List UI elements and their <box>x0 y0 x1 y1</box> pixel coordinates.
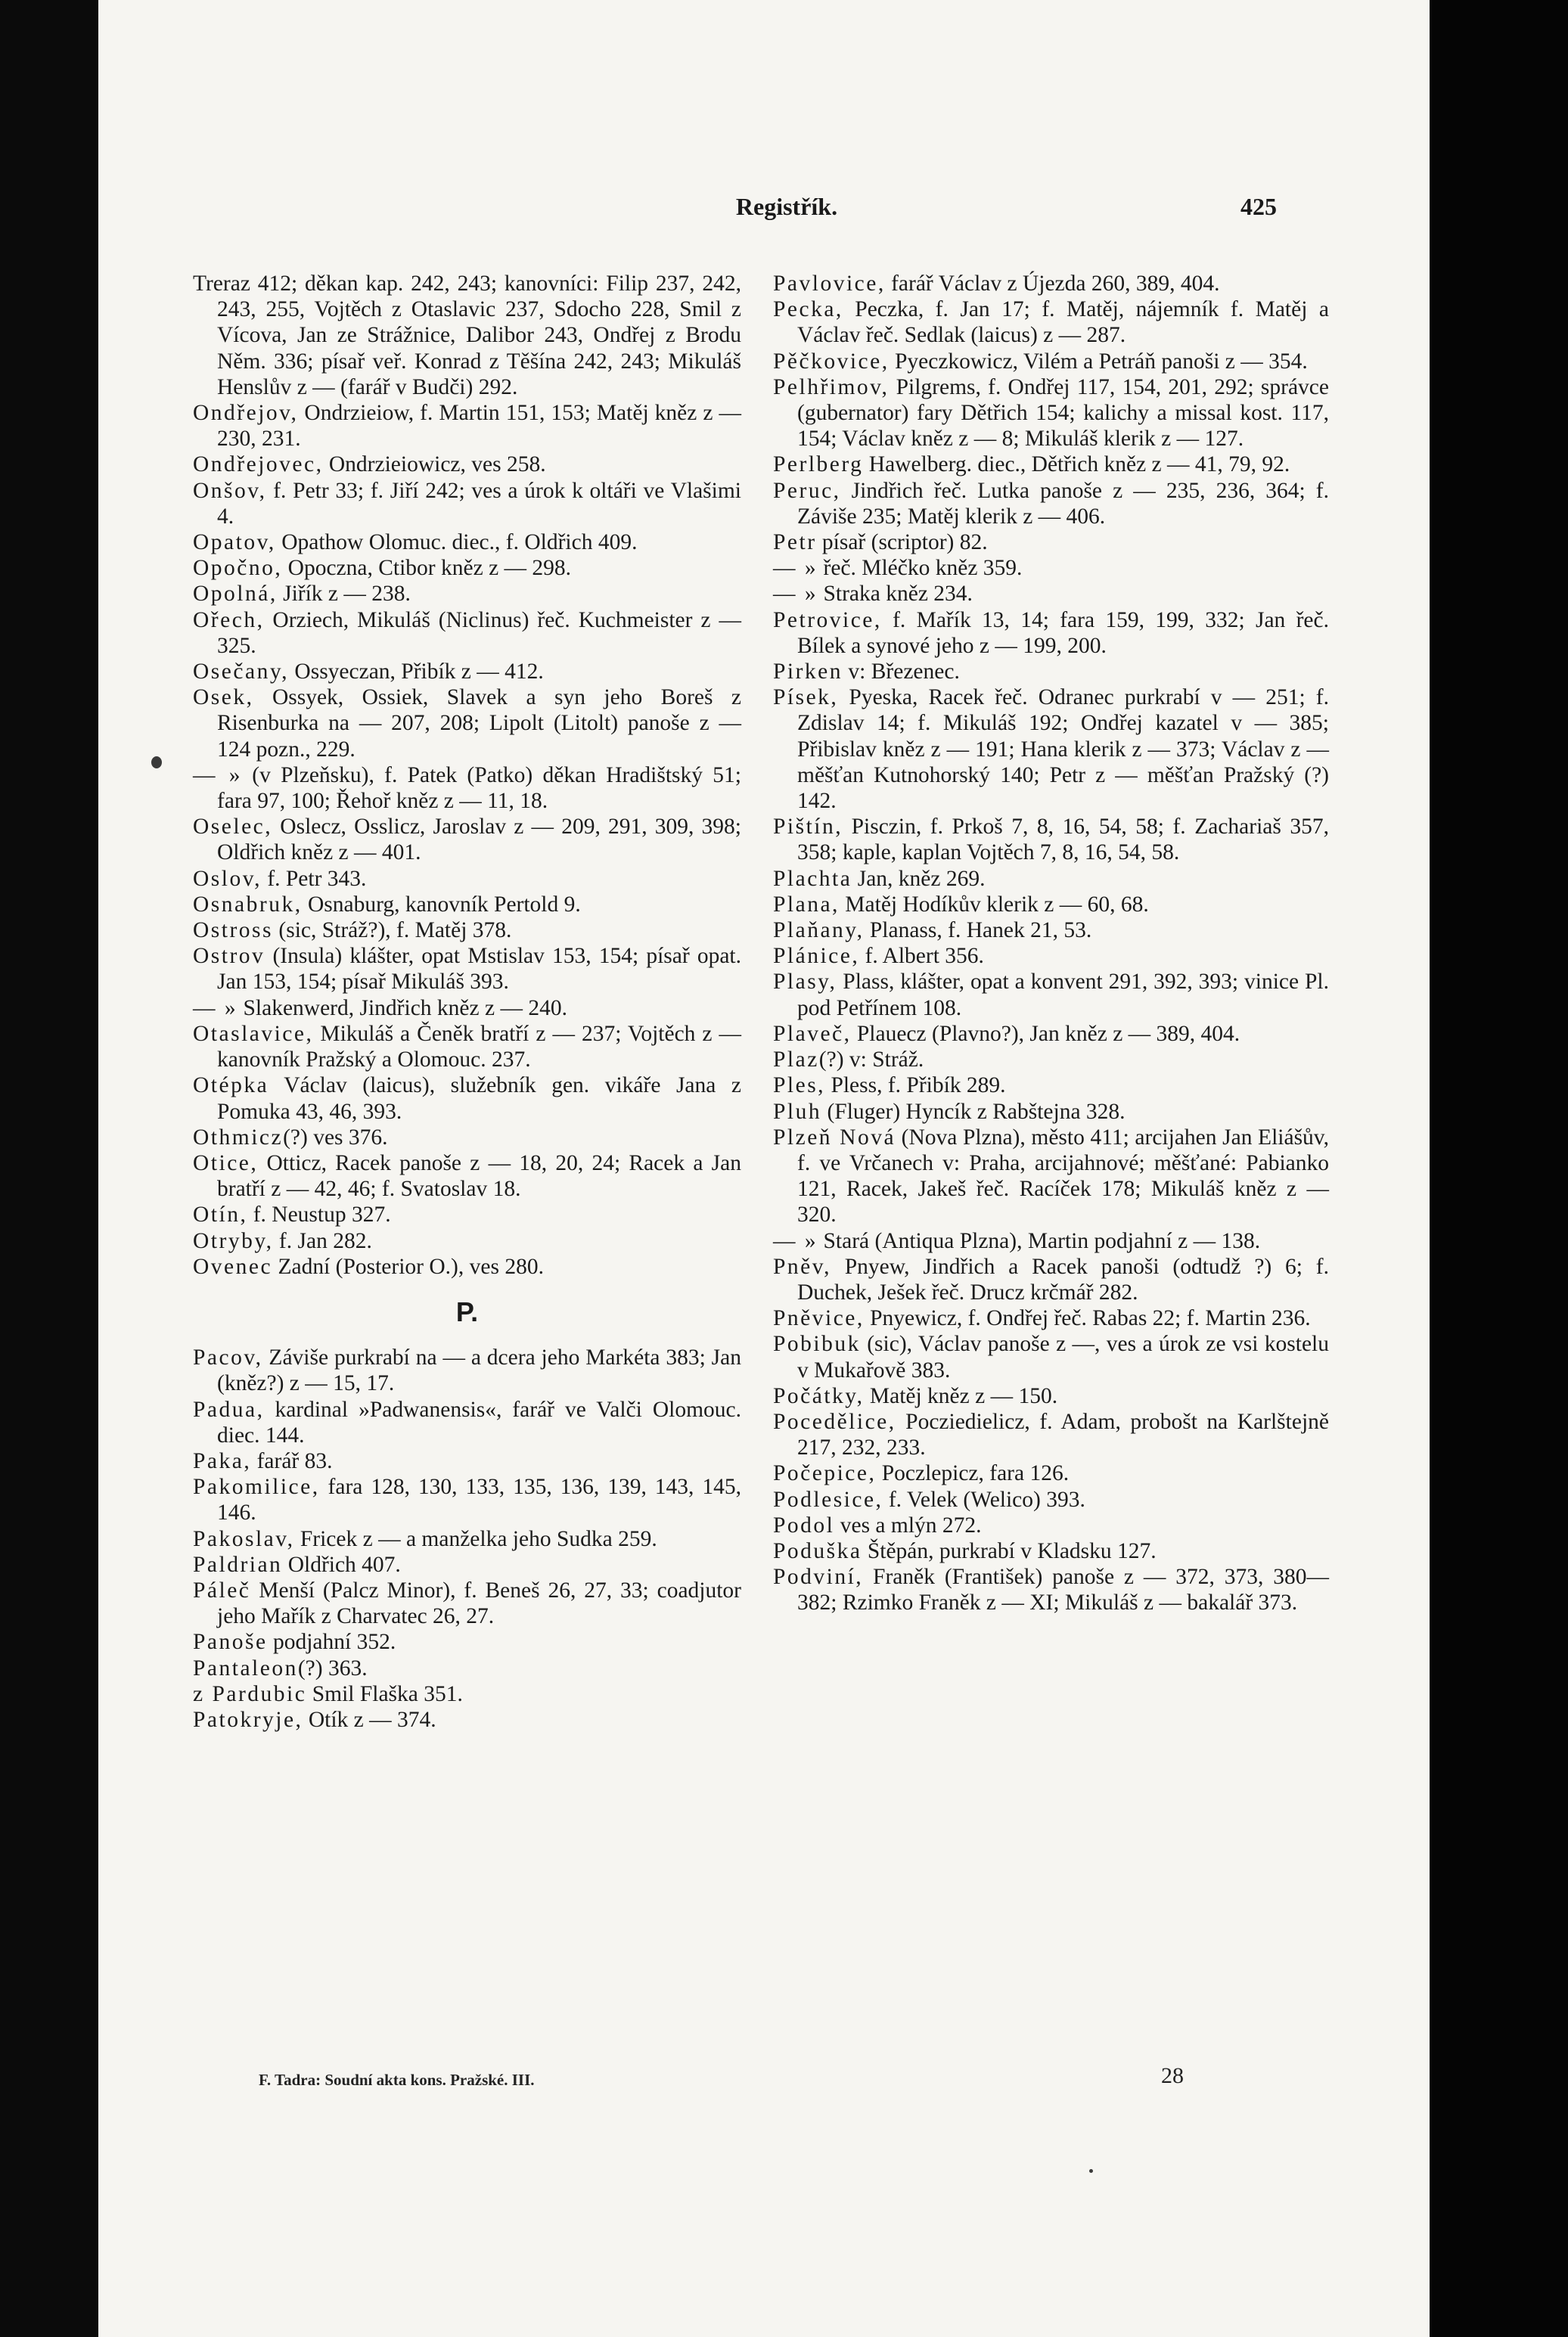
entry-text: farář Václav z Újezda 260, 389, 404. <box>885 272 1220 296</box>
index-entry <box>773 1021 1329 1047</box>
entry-headword: Peruc, <box>773 478 841 503</box>
entry-headword: z Pardubic <box>193 1681 307 1706</box>
entry-text: Planass, f. Hanek 21, 53. <box>864 918 1092 943</box>
index-entry <box>773 374 1329 452</box>
entry-text: Jan, kněz 269. <box>852 866 986 891</box>
entry-text: Mikuláš a Čeněk bratří z — 237; Vojtěch z — kanovník Pražský a Olomouc. 237. <box>217 1021 741 1072</box>
entry-text: Franěk (František) panoše z — 372, 373, 380—382; Rzimko Franěk z — XI; Mikuláš z — bakalář 373. <box>797 1565 1329 1615</box>
entry-text: Otticz, Racek panoše z — 18, 20, 24; Racek a Jan bratří z — 42, 46; f. Svatoslav 18. <box>217 1150 741 1202</box>
entry-text: Ondrzieiow, f. Martin 151, 153; Matěj kněz z — 230, 231. <box>217 401 741 452</box>
entry-text: Matěj Hodíkův klerik z — 60, 68. <box>839 892 1149 917</box>
entry-headword: Písek, <box>773 685 839 710</box>
section-letter: P. <box>455 1296 479 1327</box>
entry-text: Hawelberg. diec., Dětřich kněz z — 41, 79, 92. <box>863 452 1290 477</box>
index-entry <box>193 1202 741 1227</box>
entry-headword: Patokryje, <box>193 1707 303 1732</box>
entry-text: Osnaburg, kanovník Pertold 9. <box>302 892 581 917</box>
entry-text: Matěj kněz z — 150. <box>864 1383 1058 1408</box>
index-entry <box>193 1397 741 1448</box>
entry-text: Pnyew, Jindřich a Racek panoši (odtudž ?) 6; f. Duchek, Ješek řeč. Drucz krčmář 282. <box>797 1254 1329 1305</box>
entry-headword: Podlesice, <box>773 1487 883 1512</box>
index-entry <box>193 555 741 581</box>
entry-text: Ossyeczan, Přibík z — 412. <box>289 660 544 684</box>
index-entry <box>193 1345 741 1396</box>
index-entry <box>193 1656 741 1681</box>
index-entry <box>773 1513 1329 1538</box>
index-entry <box>773 684 1329 814</box>
entry-headword: Pněv, <box>773 1254 831 1279</box>
entry-headword: Oslov, <box>193 866 262 891</box>
entry-headword: Otépka <box>193 1073 269 1098</box>
index-entry <box>193 866 741 892</box>
index-entry <box>193 478 741 529</box>
entry-headword: Pakoslav, <box>193 1526 295 1551</box>
entry-headword: Pěčkovice, <box>773 349 890 374</box>
entry-headword: Pirken <box>773 660 843 684</box>
index-entry <box>773 478 1329 529</box>
entry-headword: Onšov, <box>193 478 267 503</box>
entry-headword: Páleč <box>193 1578 251 1603</box>
entry-text: farář 83. <box>251 1448 333 1473</box>
index-entry <box>773 349 1329 374</box>
entry-headword: Perlberg <box>773 452 864 477</box>
entry-text: Fricek z — a manželka jeho Sudka 259. <box>294 1526 657 1551</box>
index-entry <box>773 814 1329 865</box>
entry-headword: Pavlovice, <box>773 272 886 296</box>
entry-text: Jindřich řeč. Lutka panoše z — 235, 236, 364; f. Záviše 235; Matěj klerik z — 406. <box>797 478 1329 529</box>
entry-headword: Plaz <box>773 1047 819 1072</box>
page-number: 425 <box>1240 193 1277 220</box>
entry-headword: Plánice, <box>773 944 860 969</box>
entry-text: (?) 363. <box>297 1656 368 1681</box>
index-entry <box>193 1474 741 1525</box>
entry-text: Pnyewicz, f. Ondřej řeč. Rabas 22; f. Martin 236. <box>864 1306 1311 1331</box>
entry-headword: Othmicz <box>193 1125 284 1150</box>
index-entry <box>193 1578 741 1629</box>
index-entry <box>193 943 741 995</box>
entry-headword: Otaslavice, <box>193 1021 314 1046</box>
entry-headword: Pacov, <box>193 1345 263 1370</box>
index-entry <box>773 892 1329 917</box>
entry-text: ves a mlýn 272. <box>834 1513 982 1538</box>
index-entry <box>773 296 1329 348</box>
entry-headword: Počátky, <box>773 1383 865 1408</box>
entry-headword: — » <box>773 556 818 581</box>
entry-text: (?) v: Stráž. <box>818 1047 924 1072</box>
entry-text: Slakenwerd, Jindřich kněz z — 240. <box>238 995 567 1020</box>
entry-headword: Podviní, <box>773 1565 864 1590</box>
entry-headword: Pantaleon <box>193 1656 298 1681</box>
index-entry <box>773 969 1329 1020</box>
index-entry <box>773 917 1329 943</box>
entry-headword: Petrovice, <box>773 607 882 632</box>
entry-text: Oldřich 407. <box>282 1552 401 1577</box>
entry-text: f. Petr 33; f. Jiří 242; ves a úrok k oltáři ve Vlašimi 4. <box>217 478 741 529</box>
entry-text: Pilgrems, f. Ondřej 117, 154, 201, 292; správce (gubernator) fary Dětřich 154; kalichy a missal kost. 117, 154; Václav kněz z — 8; Mikuláš klerik z — 127. <box>797 374 1329 452</box>
index-entry <box>773 943 1329 969</box>
index-entry <box>773 529 1329 555</box>
entry-text: Straka kněz 234. <box>818 582 973 607</box>
index-entry <box>193 659 741 684</box>
entry-headword: Ostross <box>193 918 274 943</box>
index-entry <box>193 892 741 917</box>
entry-headword: Paka, <box>193 1448 252 1473</box>
entry-text: podjahní 352. <box>267 1630 396 1655</box>
entry-text: fara 128, 130, 133, 135, 136, 139, 143, 145, 146. <box>217 1475 741 1525</box>
entry-headword: Ořech, <box>193 607 265 632</box>
entry-text: Menší (Palcz Minor), f. Beneš 26, 27, 33; coadjutor jeho Mařík z Charvatec 26, 27. <box>217 1578 741 1629</box>
entry-text: Pless, f. Přibík 289. <box>825 1073 1006 1098</box>
entry-headword: Otín, <box>193 1203 248 1227</box>
entry-headword: Pobibuk <box>773 1332 861 1357</box>
entry-headword: Pakomilice, <box>193 1475 320 1500</box>
running-head: Registřík. <box>735 193 838 220</box>
entry-headword: Ples, <box>773 1073 826 1098</box>
scan-speck <box>151 756 162 768</box>
entry-headword: Osek, <box>193 685 254 710</box>
index-entry <box>193 684 741 762</box>
index-entry <box>773 1072 1329 1098</box>
entry-headword: Oselec, <box>193 815 273 840</box>
scan-border <box>1430 0 1568 2337</box>
index-entry <box>773 1460 1329 1486</box>
left-entries-p <box>193 1345 741 1733</box>
entry-headword: Pelhřimov, <box>773 374 890 399</box>
entry-headword: Podol <box>773 1513 835 1538</box>
entry-headword: Pněvice, <box>773 1306 865 1331</box>
entry-text: (v Plzeňsku), f. Patek (Patko) děkan Hradištský 51; fara 97, 100; Řehoř kněz z — 11, 18. <box>217 762 742 814</box>
right-entries <box>773 271 1329 1616</box>
entry-headword: Plachta <box>773 866 852 891</box>
entry-headword: Osečany, <box>193 660 290 684</box>
entry-text: písař (scriptor) 82. <box>816 530 988 555</box>
entry-text: Orziech, Mikuláš (Niclinus) řeč. Kuchmeister z — 325. <box>217 607 741 658</box>
entry-headword: Opatov, <box>193 530 276 555</box>
entry-headword: — » <box>193 762 243 787</box>
entry-headword: — » <box>193 995 238 1020</box>
entry-headword: Ostrov <box>193 944 265 969</box>
index-entry <box>773 581 1329 607</box>
entry-text: (Fluger) Hyncík z Rabštejna 328. <box>821 1099 1126 1124</box>
entry-text: v: Březenec. <box>843 660 960 684</box>
index-entry <box>773 1383 1329 1409</box>
index-entry <box>193 271 741 400</box>
entry-text: Pyeczkowicz, Vilém a Petráň panoši z — 354. <box>889 349 1308 374</box>
entry-text: (Insula) klášter, opat Mstislav 153, 154; písař opat. Jan 153, 154; písař Mikuláš 393. <box>217 944 741 995</box>
entry-text: Plass, klášter, opat a konvent 291, 392, 393; vinice Pl. pod Petřínem 108. <box>797 970 1329 1020</box>
index-entry <box>773 1047 1329 1072</box>
entry-headword: Paldrian <box>193 1552 283 1577</box>
entry-text: (sic, Stráž?), f. Matěj 378. <box>273 918 512 943</box>
index-entry <box>773 866 1329 892</box>
entry-headword: Otryby, <box>193 1228 274 1253</box>
index-entry <box>193 1552 741 1578</box>
index-entry <box>193 1681 741 1707</box>
entry-text: f. Velek (Welico) 393. <box>883 1487 1085 1512</box>
entry-headword: — » <box>773 582 818 607</box>
index-entry <box>193 529 741 555</box>
entry-headword: Ondřejov, <box>193 401 299 426</box>
entry-headword: Opočno, <box>193 556 283 581</box>
index-entry <box>773 607 1329 659</box>
index-entry <box>773 1487 1329 1513</box>
index-entry <box>193 400 741 452</box>
entry-text: (Nova Plzna), město 411; arcijahen Jan Eliášův, f. ve Vrčanech v: Praha, arcijahnové; měšťané: Pabianko 121, Racek, Jakeš řeč. Racíček 178; Mikuláš kněz z — 320. <box>797 1125 1330 1227</box>
entry-headword: Ondřejovec, <box>193 452 324 477</box>
index-entry <box>193 581 741 607</box>
entry-headword: Opolná, <box>193 582 278 607</box>
entry-text: Václav (laicus), služebník gen. vikáře Jana z Pomuka 43, 46, 393. <box>217 1073 741 1124</box>
entry-headword: — » <box>773 1228 818 1253</box>
index-entry <box>193 917 741 943</box>
entry-text: Otík z — 374. <box>303 1707 436 1732</box>
index-entry <box>773 1409 1329 1460</box>
entry-text: (?) ves 376. <box>283 1125 388 1150</box>
entry-headword: Plana, <box>773 892 840 917</box>
entry-headword: Pluh <box>773 1099 822 1124</box>
index-entry <box>193 1448 741 1474</box>
index-entry <box>773 1331 1329 1383</box>
index-entry <box>193 1526 741 1552</box>
left-entries <box>193 271 741 1280</box>
index-entry <box>193 607 741 659</box>
signature-mark: 28 <box>1161 2063 1184 2088</box>
index-entry <box>773 1538 1329 1564</box>
index-entry <box>193 1254 741 1280</box>
index-entry <box>773 1228 1329 1254</box>
entry-text: Ossyek, Ossiek, Slavek a syn jeho Boreš z Risenburka na — 207, 208; Lipolt (Litolt) panoše z — 124 pozn., 229. <box>217 685 741 762</box>
entry-headword: Plasy, <box>773 970 837 995</box>
entry-headword: Padua, <box>193 1397 265 1422</box>
index-entry <box>193 452 741 477</box>
entry-text: Jiřík z — 238. <box>277 582 411 607</box>
entry-text: Treraz 412; děkan kap. 242, 243; kanovníci: Filip 237, 242, 243, 255, Vojtěch z Otaslavic 237, Sdocho 228, Smil z Vícova, Jan ze Strážnice, Dalibor 243, Ondřej z Brodu Něm. 336; písař veř. Konrad z Těšína 242, 243; Mikuláš Henslův z — (farář v Budči) 292. <box>193 272 741 399</box>
entry-headword: Pištín, <box>773 815 843 840</box>
entry-headword: Ovenec <box>193 1254 273 1279</box>
entry-headword: Plaveč, <box>773 1021 852 1046</box>
entry-headword: Počepice, <box>773 1461 877 1486</box>
index-entry <box>773 1254 1329 1305</box>
index-entry <box>193 1707 741 1733</box>
index-entry <box>773 271 1329 296</box>
entry-headword: Panoše <box>193 1630 268 1655</box>
entry-text: Opoczna, Ctibor kněz z — 298. <box>282 556 572 581</box>
entry-text: f. Jan 282. <box>273 1228 372 1253</box>
entry-text: Ondrzieiowicz, ves 258. <box>323 452 546 477</box>
entry-text: Opathow Olomuc. diec., f. Oldřich 409. <box>275 530 638 555</box>
entry-text: kardinal »Padwanensis«, farář ve Valči Olomouc. diec. 144. <box>217 1397 741 1448</box>
entry-headword: Poduška <box>773 1538 862 1563</box>
index-entry <box>193 1629 741 1655</box>
entry-headword: Pecka, <box>773 297 843 322</box>
left-column <box>193 271 741 1733</box>
index-entry <box>773 1125 1329 1228</box>
index-entry <box>773 452 1329 477</box>
entry-text: Poczlepicz, fara 126. <box>876 1461 1070 1486</box>
index-entry <box>193 1021 741 1072</box>
entry-text: Plauecz (Plavno?), Jan kněz z — 389, 404. <box>851 1021 1240 1046</box>
entry-headword: Plaňany, <box>773 918 865 943</box>
entry-text: (sic), Václav panoše z —, ves a úrok ze vsi kostelu v Mukařově 383. <box>797 1332 1329 1383</box>
entry-text: Pocziedielicz, f. Adam, probošt na Karlštejně 217, 232, 233. <box>797 1409 1329 1460</box>
entry-text: řeč. Mléčko kněz 359. <box>818 556 1023 581</box>
entry-text: f. Petr 343. <box>261 866 367 891</box>
entry-text: Smil Flaška 351. <box>306 1681 463 1706</box>
entry-text: Štěpán, purkrabí v Kladsku 127. <box>862 1538 1157 1563</box>
index-entry <box>193 814 741 865</box>
index-entry <box>193 995 741 1021</box>
entry-text: f. Albert 356. <box>859 944 984 969</box>
index-entry <box>773 555 1329 581</box>
entry-text: Pisczin, f. Prkoš 7, 8, 16, 54, 58; f. Zachariaš 357, 358; kaple, kaplan Vojtěch 7, 8, 16, 54, 58. <box>797 815 1329 865</box>
entry-headword: Otice, <box>193 1150 259 1175</box>
footer-citation: F. Tadra: Soudní akta kons. Pražské. III. <box>259 2071 535 2089</box>
index-entry <box>773 1564 1329 1615</box>
index-entry <box>193 762 741 814</box>
entry-headword: Plzeň Nová <box>773 1125 896 1150</box>
index-entry <box>773 659 1329 684</box>
entry-text: f. Neustup 327. <box>247 1203 391 1227</box>
entry-text: Stará (Antiqua Plzna), Martin podjahní z — 138. <box>818 1228 1261 1253</box>
index-entry <box>193 1150 741 1202</box>
entry-headword: Osnabruk, <box>193 892 303 917</box>
entry-text: Záviše purkrabí na — a dcera jeho Markéta 383; Jan (kněz?) z — 15, 17. <box>217 1345 741 1396</box>
entry-text: Pyeska, Racek řeč. Odranec purkrabí v — 251; f. Zdislav 14; f. Mikuláš 192; Ondřej kazatel v — 385; Přibislav kněz z — 191; Hana klerik z — 373; Václav z — měšťan Kutnohorský 140; Petr z — měšťan Pražský (?) 142. <box>797 685 1329 814</box>
entry-headword: Petr <box>773 530 817 555</box>
index-entry <box>193 1228 741 1254</box>
entry-headword: Pocedělice, <box>773 1409 896 1434</box>
index-entry <box>773 1099 1329 1125</box>
index-entry <box>193 1072 741 1124</box>
index-entry <box>193 1125 741 1150</box>
entry-text: Zadní (Posterior O.), ves 280. <box>272 1254 544 1279</box>
entry-text: f. Mařík 13, 14; fara 159, 199, 332; Jan řeč. Bílek a synové jeho z — 199, 200. <box>797 607 1329 658</box>
entry-text: Peczka, f. Jan 17; f. Matěj, nájemník f. Matěj a Václav řeč. Sedlak (laicus) z — 287. <box>797 297 1329 348</box>
right-column <box>773 271 1329 1616</box>
scan-speck <box>1089 2169 1093 2173</box>
index-entry <box>773 1305 1329 1331</box>
entry-text: Oslecz, Osslicz, Jaroslav z — 209, 291, 309, 398; Oldřich kněz z — 401. <box>217 815 741 865</box>
